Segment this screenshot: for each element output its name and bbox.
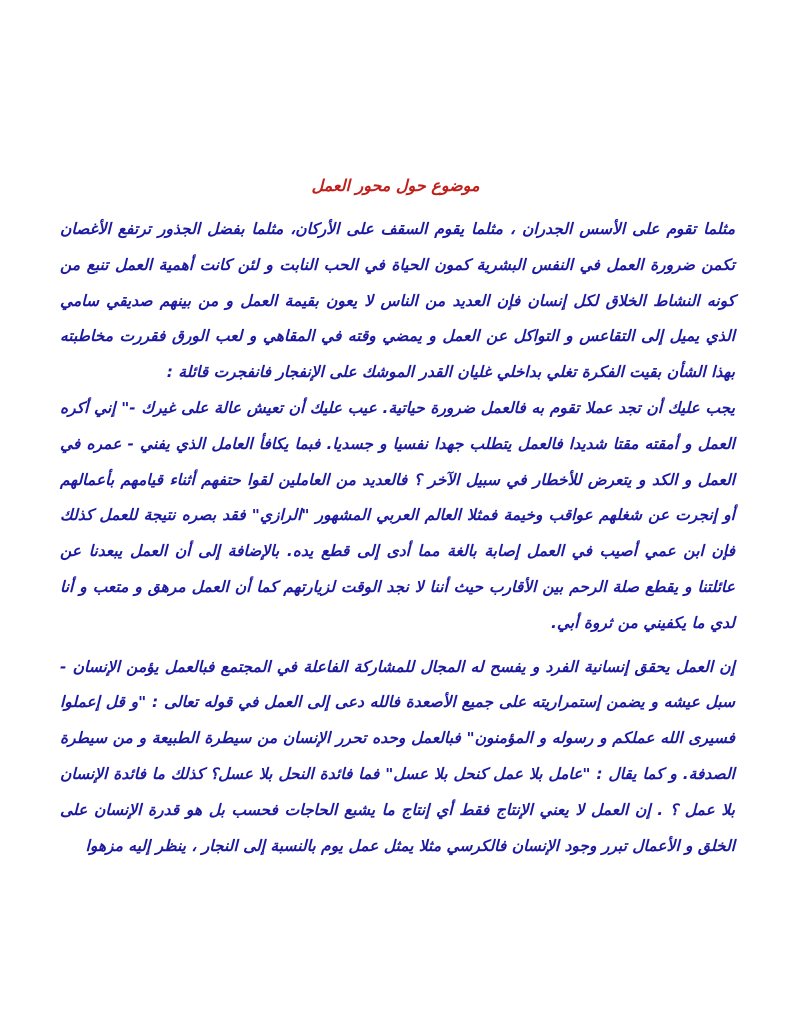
document-body [60, 212, 735, 864]
document-title: موضوع حول محور العمل [311, 176, 480, 195]
paragraph-response: إن العمل يحقق إنسانية الفرد و يفسح له المجال للمشاركة الفاعلة في المجتمع فبالعمل يؤمن الإنسان - سبل عيشه و يضمن إستمراريته على جميع الأصعدة فالله دعى إلى العمل في قوله تعالى : "و قل إعملوا فسيرى الله عملكم و رسوله و المؤمنون" فبالعمل وحده تحرر الإنسان من سيطرة الطبيعة و من سيطرة الصدفة. و كما يقال : "عامل بلا عمل كنحل بلا عسل" فما فائدة النحل بلا عسل؟ كذلك ما فائدة الإنسان بلا عمل ؟ . إن العمل لا يعني الإنتاج فقط أي إنتاج ما يشبع الحاجات فحسب بل هو قدرة الإنسان على الخلق و الأعمال تبرر وجود الإنسان فالكرسي مثلا يمثل عمل يوم بالنسبة إلى النجار ، ينظر إليه مزهوا [60, 657, 735, 855]
paragraph-intro: مثلما تقوم على الأسس الجدران ، مثلما يقوم السقف على الأركان، مثلما بفضل الجذور ترتفع الأغصان تكمن ضرورة العمل في النفس البشرية كمون الحياة في الحب النابت و لئن كانت أهمية العمل تنبع من كونه النشاط الخلاق لكل إنسان فإن العديد من الناس لا يعون بقيمة العمل و من بينهم صديقي سامي الذي يميل إلى التقاعس و التواكل عن العمل و يمضي وقته في المقاهي و لعب الورق فقررت مخاطبته بهذا الشأن بقيت الفكرة تغلي بداخلي غليان القدر الموشك على الإنفجار فانفجرت قائلة : [60, 220, 735, 382]
paragraph-dialogue: يجب عليك أن تجد عملا تقوم به فالعمل ضرورة حياتية. عيب عليك أن تعيش عالة على غيرك -" إني أكره العمل و أمقته مقتا شديدا فالعمل يتطلب جهدا نفسيا و جسديا. فبما يكافأ العامل الذي يفني - عمره في العمل و الكد و يتعرض للأخطار في سبيل الآخر ؟ فالعديد من العاملين لقوا حتفهم أثناء قيامهم بأعمالهم أو إنجرت عن شغلهم عواقب وخيمة فمثلا العالم العربي المشهور "الرازي" فقد بصره نتيجة للعمل كذلك فإن ابن عمي أصيب في العمل إصابة بالغة مما أدى إلى قطع يده. بالإضافة إلى أن العمل يبعدنا عن عائلتنا و يقطع صلة الرحم بين الأقارب حيث أننا لا نجد الوقت لزيارتهم كما أن العمل مرهق و متعب و أنا لدي ما يكفيني من ثروة أبي. [60, 398, 735, 632]
